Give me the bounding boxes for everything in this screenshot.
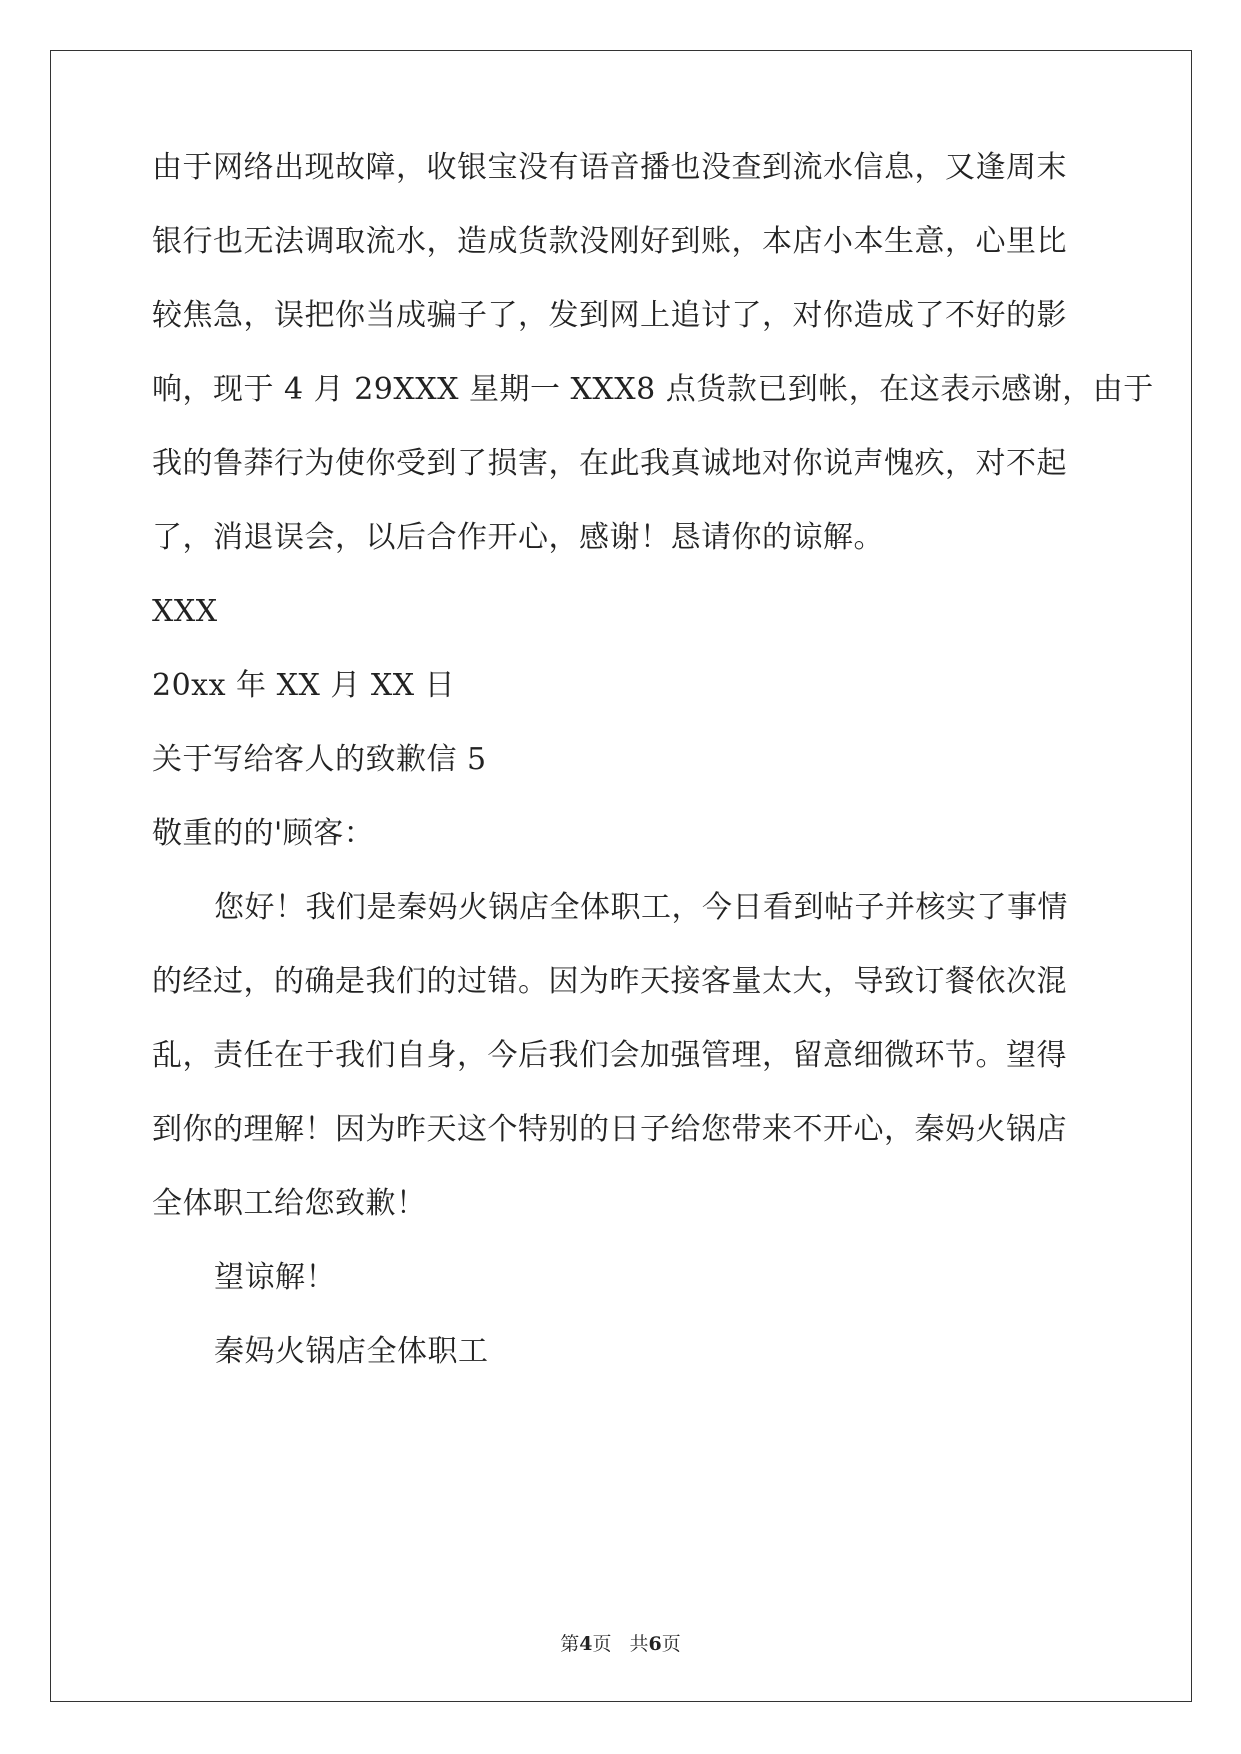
signature-date: 20xx 年 XX 月 XX 日 bbox=[152, 668, 456, 703]
letter-title: 关于写给客人的致歉信 5 bbox=[152, 742, 487, 777]
signature-staff: 秦妈火锅店全体职工 bbox=[214, 1334, 489, 1369]
page-current: 4 bbox=[579, 1633, 593, 1655]
paragraph-line: 的经过，的确是我们的过错。因为昨天接客量太大，导致订餐依次混 bbox=[152, 964, 1067, 999]
closing-line: 望谅解！ bbox=[214, 1260, 336, 1295]
signature-name: XXX bbox=[152, 594, 218, 629]
paragraph-line: 您好！我们是秦妈火锅店全体职工，今日看到帖子并核实了事情 bbox=[214, 890, 1068, 925]
paragraph-line: 银行也无法调取流水，造成货款没刚好到账，本店小本生意，心里比 bbox=[152, 224, 1067, 259]
paragraph-line: 到你的理解！因为昨天这个特别的日子给您带来不开心，秦妈火锅店 bbox=[152, 1112, 1067, 1147]
paragraph-line: 了，消退误会，以后合作开心，感谢！恳请你的谅解。 bbox=[152, 520, 884, 555]
paragraph-line: 全体职工给您致歉！ bbox=[152, 1186, 427, 1221]
paragraph-line: 响，现于 4 月 29XXX 星期一 XXX8 点货款已到帐，在这表示感谢，由于 bbox=[152, 372, 1154, 407]
paragraph-line: 由于网络出现故障，收银宝没有语音播也没查到流水信息，又逢周末 bbox=[152, 150, 1067, 185]
page-total: 6 bbox=[648, 1633, 662, 1655]
total-prefix: 共 bbox=[629, 1633, 649, 1655]
salutation: 敬重的的'顾客： bbox=[152, 816, 375, 851]
paragraph-line: 乱，责任在于我们自身，今后我们会加强管理，留意细微环节。望得 bbox=[152, 1038, 1067, 1073]
page-footer bbox=[0, 1632, 1241, 1656]
total-suffix: 页 bbox=[661, 1633, 681, 1655]
page-prefix: 第 bbox=[560, 1633, 580, 1655]
page-suffix: 页 bbox=[592, 1633, 612, 1655]
paragraph-line: 较焦急，误把你当成骗子了，发到网上追讨了，对你造成了不好的影 bbox=[152, 298, 1067, 333]
paragraph-line: 我的鲁莽行为使你受到了损害，在此我真诚地对你说声愧疚，对不起 bbox=[152, 446, 1067, 481]
